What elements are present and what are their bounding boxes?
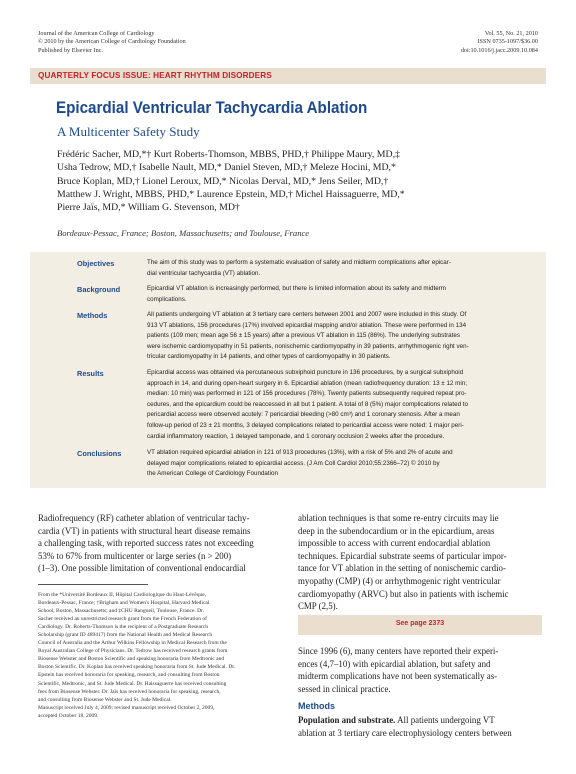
footnote-line: Boston Scientific. Dr. Koplan has received speaking honoraria from St. Jude Medical. Dr. (38, 664, 236, 671)
footnote-line: Scientific, Medtronic, and St. Jude Medical. Dr. Haissaguerre has received consulting (38, 680, 227, 687)
volume-line: Vol. 55, No. 21, 2010 (484, 30, 538, 37)
author-line: Frédéric Sacher, MD,*† Kurt Roberts-Thomson, MBBS, PHD,† Philippe Maury, MD,‡ (57, 149, 400, 160)
body-line: ablation techniques is that some re-entry circuits may lie (298, 513, 499, 523)
body-line: a challenging task, with reported success rates not exceeding (38, 538, 254, 549)
abstract-text (147, 284, 535, 305)
abstract-line: cardial inflammatory reaction, 1 delayed tamponade, and 1 coronary occlusion 2 weeks after the procedure. (147, 432, 445, 440)
body-line: tance for VT ablation in the setting of nonischemic cardio- (298, 563, 506, 574)
abstract-text (147, 448, 535, 480)
footnote-line: fees from Biosense Webster. Dr. Jaïs has received honoraria for speaking, research, (38, 688, 221, 695)
see-page-callout[interactable] (298, 615, 542, 635)
body-line: sessed in clinical practice. (298, 683, 391, 694)
copyright-line: © 2010 by the American College of Cardiology Foundation (38, 38, 186, 46)
abstract-label: Background (77, 285, 121, 294)
footnote-line: Sacher received an unrestricted research grant from the French Federation of (38, 616, 207, 623)
footnote-line: accepted October 18, 2009. (38, 712, 99, 719)
article-subtitle: A Multicenter Safety Study (57, 124, 200, 139)
affiliation-footnote (38, 591, 282, 720)
abstract-line: were ischemic cardiomyopathy in 51 patients, nonischemic cardiomyopathy in 39 patients, arrhythmogenic right ven- (147, 342, 469, 350)
body-line: Radiofrequency (RF) catheter ablation of ventricular tachy- (38, 513, 250, 523)
abstract-label: Conclusions (77, 449, 122, 458)
abstract-line: Epicardial access was obtained via percutaneous subxiphoid puncture in 136 procedures, by a surgical subxiphoid (147, 369, 464, 376)
author-line: Pierre Jaïs, MD,* William G. Stevenson, MD† (57, 202, 240, 214)
body-line (298, 714, 542, 727)
body-line: ences (4,7–10) with epicardial ablation, but safety and (298, 658, 491, 669)
methods-lead-cont: All patients undergoing VT (395, 715, 495, 725)
author-line: Bruce Koplan, MD,† Lionel Leroux, MD,* Nicolas Derval, MD,* Jens Seiler, MD,† (57, 175, 389, 187)
journal-name: Journal of the American College of Cardiology (38, 30, 155, 37)
abstract-line: follow-up period of 23 ± 21 months, 3 delayed complications related to pericardial access were noted: 1 major peri- (147, 421, 464, 429)
body-line: (1–3). One possible limitation of conventional endocardial (38, 563, 246, 574)
body-text-right-2 (298, 645, 542, 695)
abstract-line: delayed major complications related to epicardial access. (J Am Coll Cardiol 2010;55:2366–72) © 2010 by (147, 459, 440, 467)
focus-issue-label: QUARTERLY FOCUS ISSUE: HEART RHYTHM DISORDERS (38, 71, 272, 80)
body-text-right (298, 512, 542, 613)
abstract-line: 913 VT ablations, 156 procedures (17%) involved epicardial mapping and/or ablation. These were performed in 134 (147, 321, 467, 329)
abstract-line: All patients undergoing VT ablation at 3 tertiary care centers between 2001 and 2007 were included in this study. Of (147, 311, 467, 318)
body-text-left (38, 512, 282, 575)
journal-header-left (38, 30, 186, 55)
footnote-line: Epstein has received honoraria for speaking, research, and consulting from Boston (38, 672, 220, 679)
abstract-line: patients (109 men; mean age 56 ± 15 years) after a previous VT ablation in 115 (86%). The underlying substrates (147, 332, 460, 340)
footnote-line: Scholarship (grant ID 489417) from the National Health and Medical Research (38, 632, 213, 639)
body-line: 53% to 67% from multicenter or large series (n > 200) (38, 550, 232, 561)
author-list (57, 148, 537, 214)
body-line: deep in the subendocardium or in the epicardium, areas (298, 525, 495, 536)
methods-lead: Population and substrate. (298, 715, 396, 725)
body-line: myopathy (CMP) (4) or arrhythmogenic right ventricular (298, 575, 501, 586)
footnote-line: From the *Université Bordeaux II, Hôpital Cardiologique du Haut-Lévêque, (38, 592, 207, 598)
abstract-label: Methods (77, 311, 108, 320)
footnote-line: Biosense Webster and Boston Scientific and speaking honoraria from Medtronic and (38, 656, 225, 663)
methods-heading: Methods (298, 701, 335, 711)
body-line: ablation at 3 tertiary care electrophysiology centers between (298, 727, 512, 738)
footnote-line: Bordeaux-Pessac, France; †Brigham and Women's Hospital, Harvard Medical (38, 600, 210, 607)
abstract-line: The aim of this study was to perform a systematic evaluation of safety and midterm complications after epicar- (147, 259, 451, 266)
body-line: CMP (2,5). (298, 601, 338, 612)
body-line: cardia (VT) in patients with structural heart disease remains (38, 525, 251, 536)
footnote-line: and consulting from Biosense Webster and St. Jude Medical. (38, 696, 172, 703)
body-line: cardiomyopathy (ARVC) but also in patients with ischemic (298, 588, 509, 599)
footnote-line: Council of Australia and the Arthur Wilkins Fellowship in Medical Research from the (38, 640, 227, 647)
doi-line: doi:10.1016/j.jacc.2009.10.084 (460, 46, 538, 54)
body-line: techniques. Epicardial substrate seems of particular impor- (298, 550, 507, 561)
abstract-box (30, 252, 546, 488)
author-line: Usha Tedrow, MD,† Isabelle Nault, MD,* Daniel Steven, MD,† Meleze Hocini, MD,* (57, 162, 396, 174)
abstract-label: Results (77, 369, 104, 378)
abstract-text (147, 310, 535, 363)
abstract-line: VT ablation required epicardial ablation in 121 of 913 procedures (13%), with a risk of 5% and 2% of acute and (147, 449, 453, 456)
footnote-divider (38, 584, 148, 585)
abstract-text (147, 258, 535, 279)
abstract-line: dial ventricular tachycardia (VT) ablation. (147, 269, 261, 277)
abstract-line: tricular cardiomyopathy in 14 patients, and other types of cardiomyopathy in 30 patients. (147, 353, 391, 361)
abstract-line: cedures, and the epicardium could be reaccessed in all but 1 patient. A total of 8 (5%) major complications related to (147, 400, 469, 408)
abstract-line: the American College of Cardiology Foundation (147, 470, 278, 478)
abstract-line: pericardial access were observed acutely: 7 pericardial bleeding (>80 cm³) and 1 coronary stenosis. After a mean (147, 411, 460, 419)
abstract-line: median: 10 min) was performed in 121 of 156 procedures (78%). Twenty patients subsequently required repeat pro- (147, 390, 467, 398)
abstract-line: approach in 14, and during open-heart surgery in 6. Epicardial ablation (mean radiofrequency duration: 13 ± 12 min; (147, 379, 467, 387)
abstract-label: Objectives (77, 259, 115, 268)
article-title: Epicardial Ventricular Tachycardia Ablation (56, 99, 368, 117)
issn-line: ISSN 0735-1097/$36.00 (477, 38, 538, 46)
footnote-line: Manuscript received July 4, 2009; revised manuscript received October 2, 2009, (38, 704, 215, 711)
abstract-line: complications. (147, 295, 187, 303)
author-line: Matthew J. Wright, MBBS, PHD,* Laurence Epstein, MD,† Michel Haissaguerre, MD,* (57, 188, 405, 200)
abstract-line: Epicardial VT ablation is increasingly performed, but there is limited information about its safety and midterm (147, 285, 446, 292)
footnote-line: Cardiology. Dr. Roberts-Thomson is the recipient of a Postgraduate Research (38, 624, 208, 631)
publisher-line: Published by Elsevier Inc. (38, 46, 103, 54)
footnote-line: Royal Australian College of Physicians. Dr. Tedrow has received research grants from (38, 648, 228, 655)
methods-text (298, 714, 542, 739)
body-line: Since 1996 (6), many centers have reported their experi- (298, 646, 499, 656)
affiliation-locations: Bordeaux-Pessac, France; Boston, Massachusetts; and Toulouse, France (57, 228, 310, 238)
body-line: midterm complications have not been systematically as- (298, 671, 498, 682)
journal-header-right (461, 30, 538, 55)
abstract-text (147, 368, 535, 442)
footnote-line: School, Boston, Massachusetts; and ‡CHU Rangueil, Toulouse, France. Dr. (38, 608, 205, 615)
see-page-link[interactable]: See page 2373 (395, 620, 445, 627)
body-line: impossible to access with current endocardial ablation (298, 538, 491, 549)
